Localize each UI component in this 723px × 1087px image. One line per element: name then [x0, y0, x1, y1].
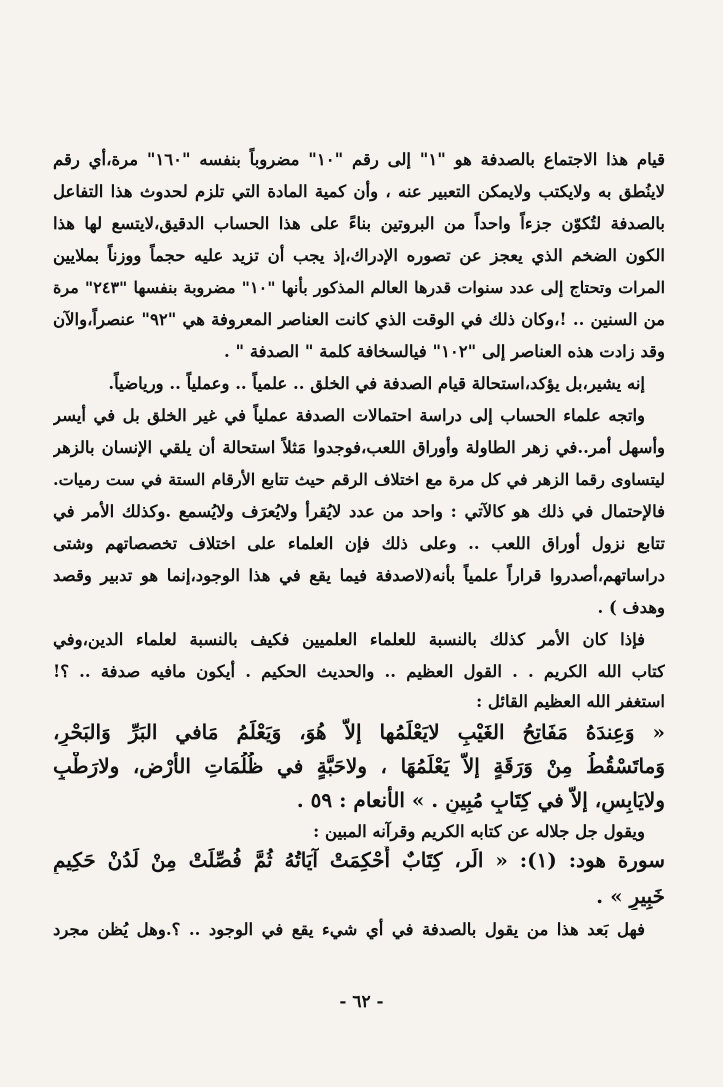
- quran-verse-line: وَماتَسْقُطُ مِنْ وَرَقَةٍ إلاّ يَعْلَمُهَا ، ولاحَبَّةٍ في ظُلُمَاتِ الأرْضِ، ولارَطْبٍ: [53, 754, 665, 778]
- text-line: إنه يشير،بل يؤكد،استحالة قيام الصدفة في الخلق .. علمياً .. وعملياً .. ورياضياً.: [108, 374, 645, 393]
- text-line: بالصدفة لتُكوّن جزءاً واحداً من البروتين بناءً على هذا الحساب الدقيق،لايتسع لها هذا: [53, 214, 665, 233]
- page-number: - ٦٢ -: [339, 992, 384, 1012]
- text-line: فإذا كان الأمر كذلك بالنسبة للعلماء العلميين فكيف بالنسبة لعلماء الدين،وفي: [53, 630, 645, 649]
- text-line: وأسهل أمر..في زهر الطاولة وأوراق اللعب،فوجدوا مَثلاً استحالة أن يلقي الإنسان بالزهر: [53, 438, 665, 457]
- text-line: من السنين .. !،وكان ذلك في الوقت الذي كانت العناصر المعروفة هي "٩٢" عنصراً،والآن: [53, 310, 665, 329]
- quran-verse-line: سورة هود: (١): « الَر، كِتَابٌ أُحْكِمَتْ آيَاتُهُ ثُمَّ فُصِّلَتْ مِنْ لَدُنْ حَكِيمٍ: [53, 848, 665, 872]
- text-line: وقد زادت هذه العناصر إلى "١٠٢" فيالسخافة كلمة " الصدفة " .: [223, 342, 665, 361]
- text-line: ويقول جل جلاله عن كتابه الكريم وقرآنه المبين :: [313, 822, 645, 841]
- text-line: استغفر الله العظيم القائل :: [476, 692, 665, 711]
- text-line: فهل بَعد هذا من يقول بالصدفة في أي شيء يقع في الوجود .. ؟.وهل يُظن مجرد: [53, 920, 645, 939]
- text-line: لاينُطق به ولايكتب ولايمكن التعبير عنه ، وأن كمية المادة التي تلزم لحدوث هذا التفاعل: [53, 182, 665, 201]
- text-line: فالإحتمال في ذلك هو كالآتي : واحد من عدد لايُقرأ ولايُعرَف ولايُسمع .وكذلك الأمر في: [53, 502, 665, 521]
- quran-verse-line: ولايَابِسٍ، إلاّ في كِتَابٍ مُبِينٍ . » الأنعام : ٥٩ .: [296, 788, 665, 812]
- text-line: المرات وتحتاج إلى عدد سنوات قدرها العالم المذكور بأنها "١٠" مضروبة بنفسها "٢٤٣" مرة: [53, 278, 665, 297]
- text-line: كتاب الله الكريم . . القول العظيم .. والحديث الحكيم . أيكون مافيه صدفة .. ؟!: [53, 662, 665, 681]
- quran-verse-line: خَبِيرٍ » .: [596, 884, 665, 908]
- text-line: وهدف ) .: [597, 598, 665, 617]
- text-line: قيام هذا الاجتماع بالصدفة هو "١" إلى رقم "١٠" مضروباً بنفسه "١٦٠" مرة،أي رقم: [53, 150, 665, 169]
- quran-verse-line: « وَعِندَهُ مَفَاتِحُ الغَيْبِ لايَعْلَمُها إلاّ هُوَ، وَيَعْلَمُ مَافي البَرِّ وَالبَحْرِ،: [53, 720, 665, 744]
- text-line: واتجه علماء الحساب إلى دراسة احتمالات الصدفة عملياً في غير الخلق بل في أيسر: [53, 406, 645, 425]
- text-line: الكون الضخم الذي يعجز عن تصوره الإدراك،إذ يجب أن تزيد عليه حجماً ووزناً بملايين: [53, 246, 665, 265]
- text-line: ليتساوى رقما الزهر في كل مرة مع اختلاف الرقم حيث تتابع الأرقام الستة في ست رميات.: [53, 470, 665, 489]
- text-line: دراساتهم،أصدروا قراراً علمياً بأنه(لاصدفة فيما يقع في هذا الوجود،إنما هو تدبير وقصد: [53, 566, 665, 585]
- text-line: تتابع نزول أوراق اللعب .. وعلى ذلك فإن العلماء على اختلاف تخصصاتهم وشتى: [53, 534, 665, 553]
